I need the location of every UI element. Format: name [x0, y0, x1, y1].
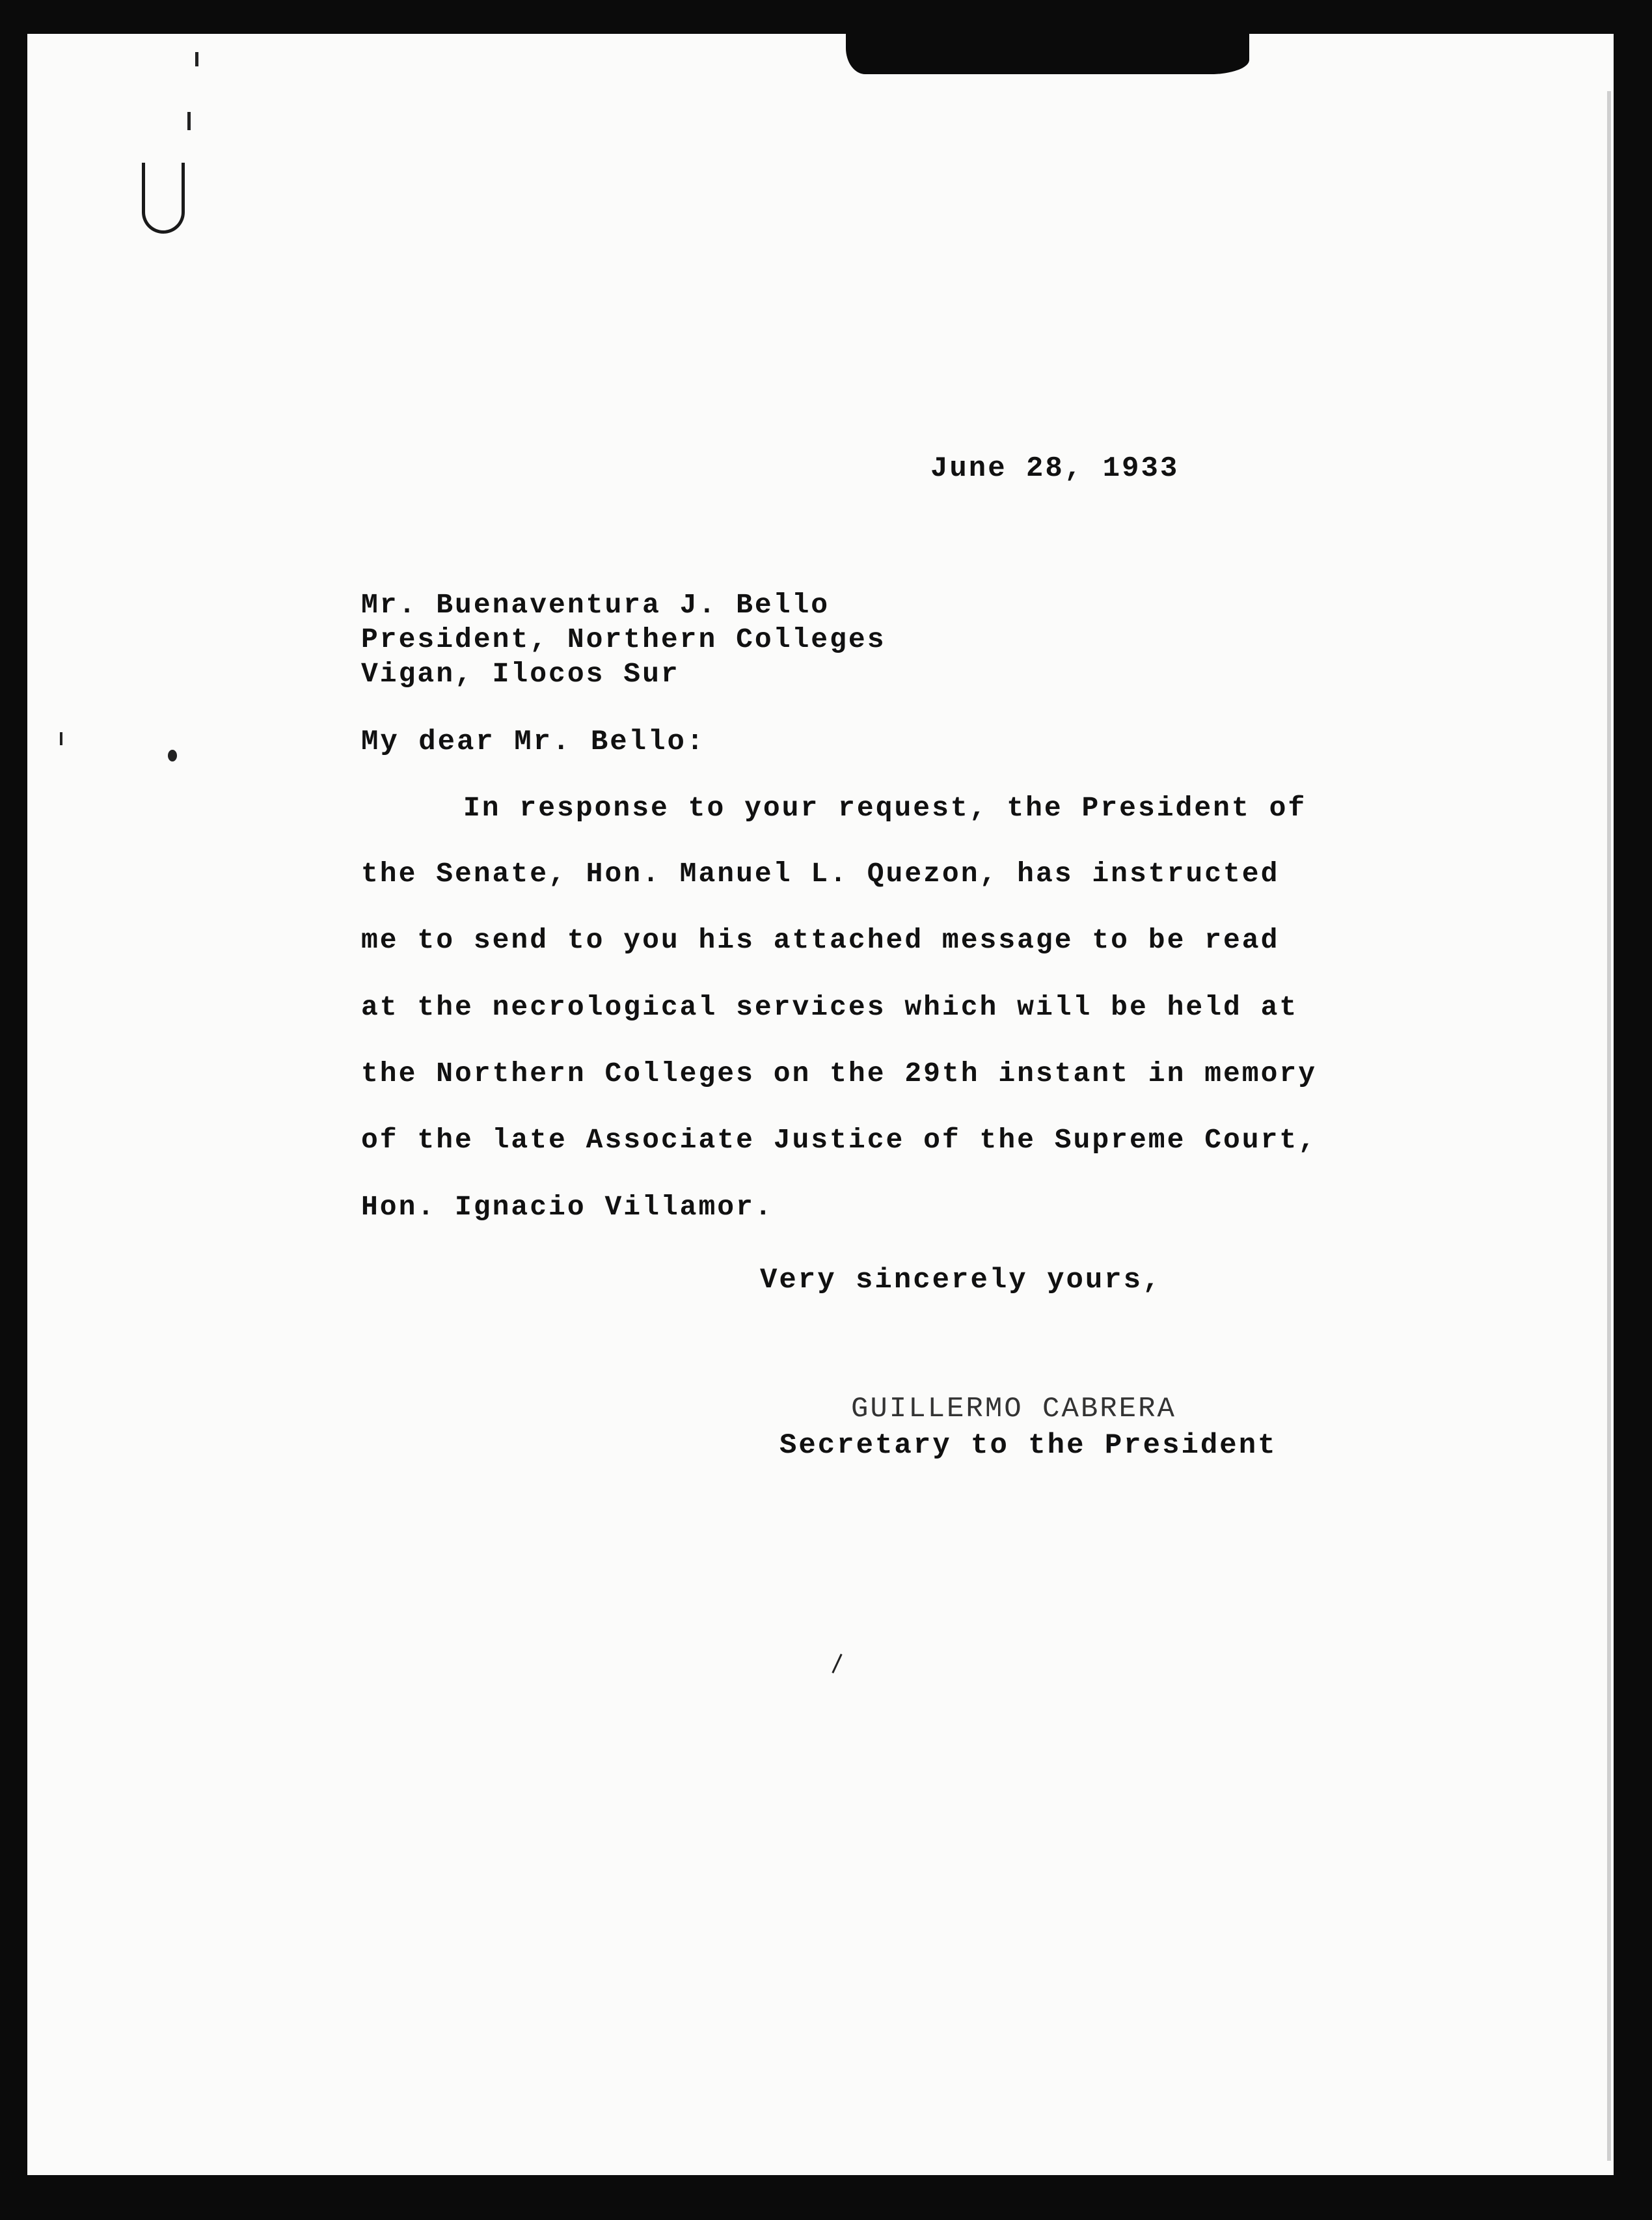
body-line: the Northern Colleges on the 29th instant in memory [361, 1058, 1318, 1089]
pencil-tick [60, 732, 62, 745]
body-line: In response to your request, the President of [463, 792, 1307, 824]
signature-title: Secretary to the President [779, 1429, 1277, 1462]
pencil-tick [187, 112, 191, 130]
recipient-name: Mr. Buenaventura J. Bello [361, 589, 830, 621]
page-edge-line [1607, 91, 1611, 2161]
film-edge [1614, 34, 1652, 2175]
salutation: My dear Mr. Bello: [361, 726, 706, 758]
torn-edge [846, 34, 1249, 74]
letter-sheet [27, 34, 1614, 2175]
body-line: me to send to you his attached message to be read [361, 924, 1280, 956]
letter-date: June 28, 1933 [930, 452, 1180, 485]
body-line: the Senate, Hon. Manuel L. Quezon, has instructed [361, 858, 1280, 890]
closing: Very sincerely yours, [760, 1264, 1162, 1296]
body-line: of the late Associate Justice of the Supreme Court, [361, 1124, 1318, 1156]
pencil-tick [168, 750, 177, 761]
recipient-location: Vigan, Ilocos Sur [361, 658, 680, 690]
body-line: Hon. Ignacio Villamor. [361, 1191, 774, 1223]
recipient-title: President, Northern Colleges [361, 624, 886, 655]
pencil-tick [195, 52, 198, 66]
signature-name: GUILLERMO CABRERA [851, 1393, 1176, 1425]
handwritten-mark [142, 163, 185, 234]
body-line: at the necrological services which will be held at [361, 991, 1299, 1023]
